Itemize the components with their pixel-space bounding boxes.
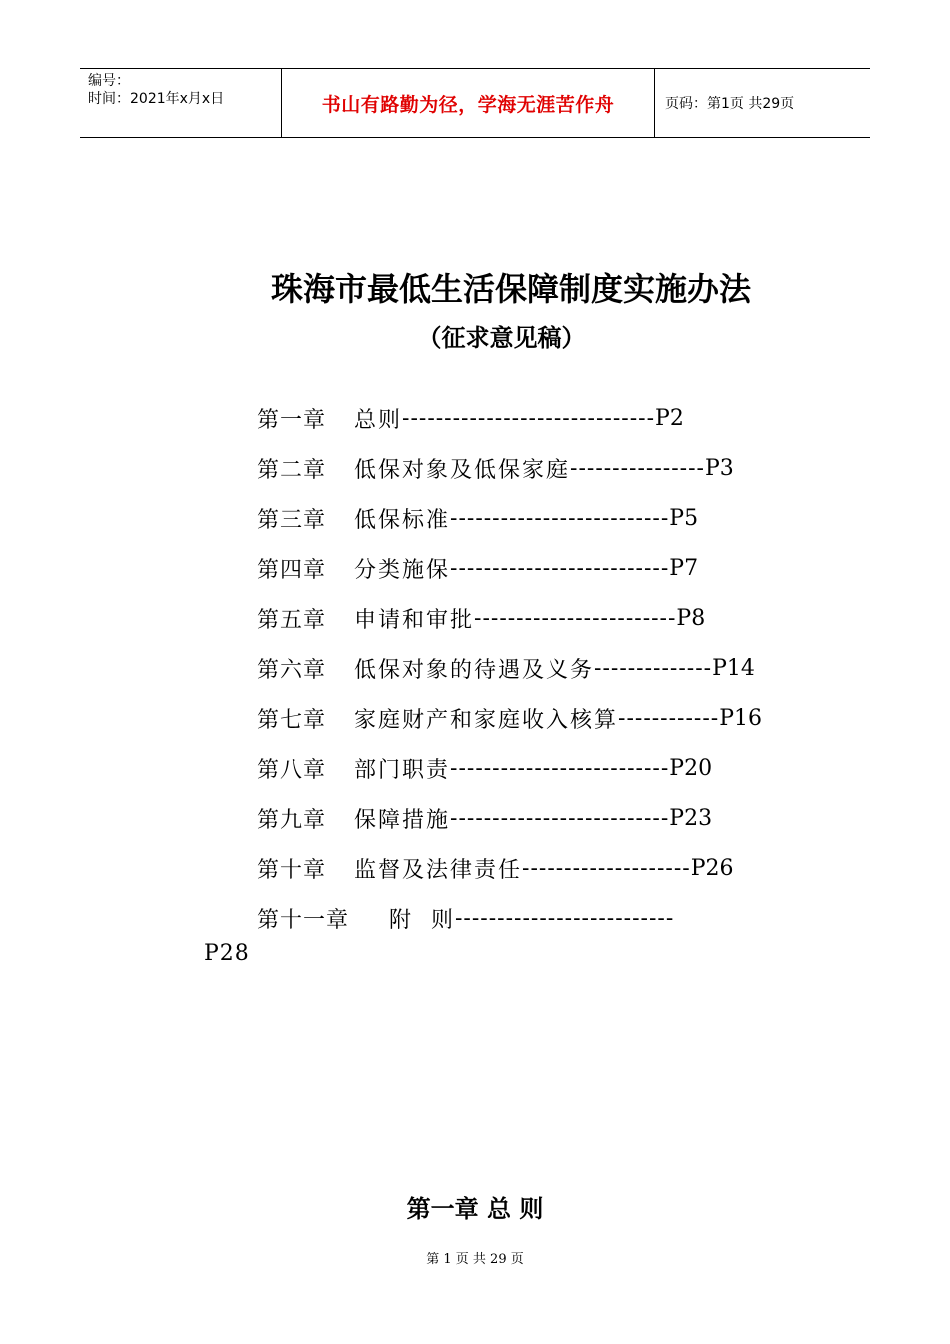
serial-label: 编号： — [88, 73, 130, 89]
toc-chapter-name: 总则 — [354, 407, 403, 433]
toc-chapter-number: 第九章 — [257, 807, 327, 833]
toc-chapter-number: 第二章 — [257, 457, 327, 483]
toc-chapter-name: 申请和审批 — [354, 607, 475, 633]
toc-chapter-name: 低保对象的待遇及义务 — [354, 657, 595, 683]
header-table — [80, 68, 870, 138]
document-title: 珠海市最低生活保障制度实施办法 — [270, 270, 751, 308]
toc-row[interactable] — [257, 643, 857, 693]
toc-leader: -------------------------- — [455, 905, 675, 931]
header-right-cell — [655, 69, 870, 137]
toc-row[interactable] — [257, 693, 857, 743]
toc-chapter-number: 第十一章 — [257, 907, 350, 933]
toc-chapter-name: 监督及法律责任 — [354, 857, 523, 883]
toc-leader: -------------------------- — [450, 755, 670, 781]
toc-leader: ------------------------------ — [402, 405, 656, 431]
toc-chapter-number: 第三章 — [257, 507, 327, 533]
toc-chapter-number: 第四章 — [257, 557, 327, 583]
toc-chapter-number: 第七章 — [257, 707, 327, 733]
toc-row[interactable] — [257, 393, 857, 443]
page-info: 页码：第1页 共29页 — [665, 96, 795, 112]
toc-row[interactable] — [257, 843, 857, 893]
header-left-cell — [80, 69, 282, 137]
toc-page-number: P16 — [719, 705, 763, 731]
toc-chapter-name: 低保标准 — [354, 507, 451, 533]
chapter-heading: 第一章 总 则 — [406, 1194, 544, 1223]
toc-leader: -------------------------- — [450, 555, 670, 581]
toc-leader: -------------------- — [522, 855, 691, 881]
header-middle-cell — [282, 69, 655, 137]
toc-chapter-number: 第一章 — [257, 407, 327, 433]
document-subtitle: （征求意见稿） — [417, 323, 586, 352]
toc-row[interactable] — [257, 593, 857, 643]
toc-chapter-name: 分类施保 — [354, 557, 451, 583]
page-footer: 第 1 页 共 29 页 — [426, 1252, 524, 1267]
motto: 书山有路勤为径，学海无涯苦作舟 — [321, 93, 615, 116]
toc-leader: -------------------------- — [450, 805, 670, 831]
toc-page-number: P26 — [690, 855, 734, 881]
toc-leader: ---------------- — [570, 455, 705, 481]
toc-page-number: P8 — [676, 605, 706, 631]
toc-leader: -------------------------- — [450, 505, 670, 531]
date-line: 时间：2021年x月x日 — [88, 91, 225, 107]
toc-chapter-name: 家庭财产和家庭收入核算 — [354, 707, 619, 733]
toc-chapter-number: 第八章 — [257, 757, 327, 783]
toc-chapter-number: 第十章 — [257, 857, 327, 883]
toc-row[interactable] — [257, 443, 857, 493]
toc-chapter-name: 附 则 — [389, 907, 455, 933]
toc-leader: ------------ — [618, 705, 720, 731]
toc-chapter-number: 第六章 — [257, 657, 327, 683]
toc-chapter-name: 低保对象及低保家庭 — [354, 457, 571, 483]
toc-page-number: P3 — [704, 455, 734, 481]
toc-leader: -------------- — [594, 655, 713, 681]
toc-row[interactable] — [257, 893, 857, 943]
table-of-contents — [257, 393, 857, 943]
toc-chapter-name: 部门职责 — [354, 757, 451, 783]
toc-page-number: P7 — [669, 555, 699, 581]
toc-row[interactable] — [257, 793, 857, 843]
toc-chapter-name: 保障措施 — [354, 807, 451, 833]
toc-row[interactable] — [257, 743, 857, 793]
toc-row[interactable] — [257, 543, 857, 593]
toc-page-number: P14 — [712, 655, 755, 681]
toc-page-number: P20 — [669, 755, 713, 781]
toc-chapter-number: 第五章 — [257, 607, 327, 633]
toc-row[interactable] — [257, 493, 857, 543]
toc-page-number: P5 — [669, 505, 699, 531]
toc-last-page-number: P28 — [204, 941, 250, 966]
toc-leader: ------------------------ — [474, 605, 677, 631]
toc-page-number: P23 — [669, 805, 713, 831]
toc-page-number: P2 — [655, 405, 684, 431]
